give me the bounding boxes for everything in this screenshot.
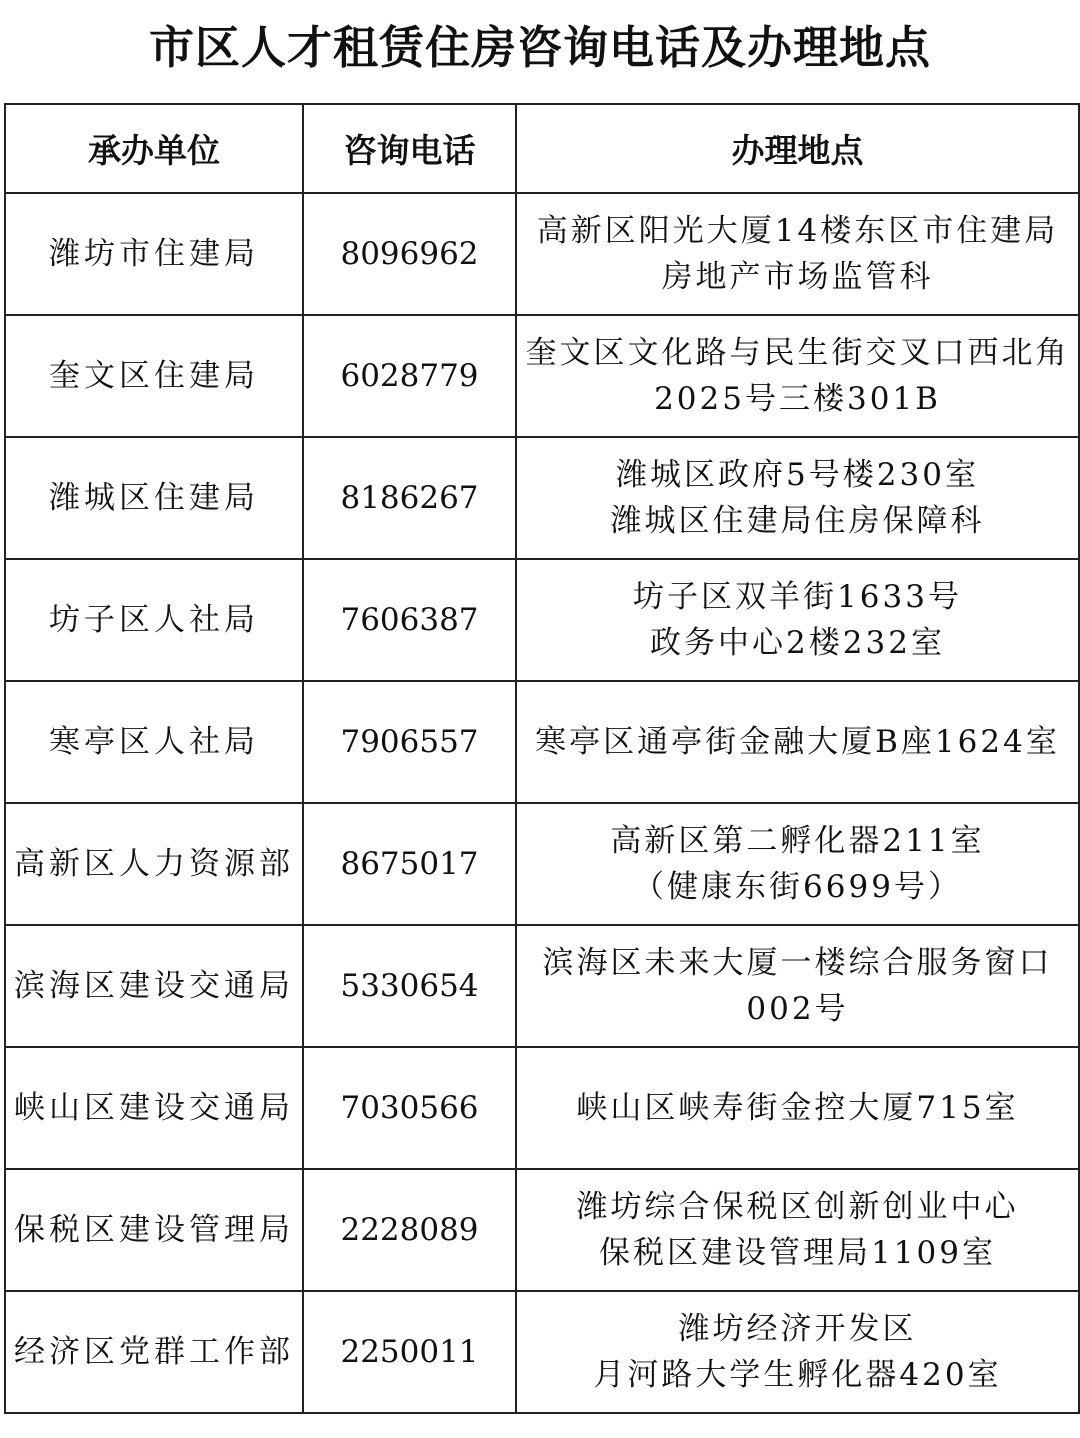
phone-cell: 7606387 — [303, 559, 516, 681]
address-line: 奎文区文化路与民生街交叉口西北角 — [525, 335, 1070, 371]
table-row — [5, 1047, 1079, 1169]
phone-cell: 7906557 — [303, 681, 516, 803]
address-line: 潍城区政府5号楼230室 — [616, 457, 979, 493]
phone-cell: 8186267 — [303, 437, 516, 559]
unit-cell: 寒亭区人社局 — [5, 681, 303, 803]
table-row — [5, 1291, 1079, 1413]
phone-cell: 7030566 — [303, 1047, 516, 1169]
table-row — [5, 559, 1079, 681]
address-line: 保税区建设管理局1109室 — [599, 1235, 996, 1271]
address-line: 002号 — [746, 991, 849, 1027]
address-line: 潍坊综合保税区创新创业中心 — [576, 1189, 1019, 1225]
unit-cell: 潍城区住建局 — [5, 437, 303, 559]
address-cell — [516, 559, 1079, 681]
header-address: 办理地点 — [516, 104, 1079, 193]
address-line: 坊子区双羊街1633号 — [633, 579, 962, 615]
unit-cell: 坊子区人社局 — [5, 559, 303, 681]
address-line: 2025号三楼301B — [654, 381, 941, 417]
unit-cell: 保税区建设管理局 — [5, 1169, 303, 1291]
unit-cell: 峡山区建设交通局 — [5, 1047, 303, 1169]
address-line: 月河路大学生孵化器420室 — [593, 1357, 1002, 1393]
address-cell — [516, 681, 1079, 803]
page-title: 市区人才租赁住房咨询电话及办理地点 — [148, 21, 931, 74]
address-line: （健康东街6699号） — [633, 869, 962, 905]
address-line: 高新区第二孵化器211室 — [610, 823, 985, 859]
address-cell — [516, 315, 1079, 437]
address-line: 政务中心2楼232室 — [650, 625, 945, 661]
unit-cell: 高新区人力资源部 — [5, 803, 303, 925]
phone-cell: 8675017 — [303, 803, 516, 925]
table-row — [5, 1169, 1079, 1291]
address-line: 潍城区住建局住房保障科 — [610, 503, 985, 539]
unit-cell: 经济区党群工作部 — [5, 1291, 303, 1413]
address-line: 寒亭区通亭街金融大厦B座1624室 — [535, 724, 1060, 760]
table-row — [5, 925, 1079, 1047]
address-line: 房地产市场监管科 — [661, 259, 934, 295]
unit-cell: 滨海区建设交通局 — [5, 925, 303, 1047]
address-cell — [516, 925, 1079, 1047]
address-line: 高新区阳光大厦14楼东区市住建局 — [536, 213, 1059, 249]
phone-cell: 2228089 — [303, 1169, 516, 1291]
table-row — [5, 681, 1079, 803]
phone-cell: 6028779 — [303, 315, 516, 437]
contact-table — [4, 103, 1080, 1414]
header-unit: 承办单位 — [5, 104, 303, 193]
address-cell — [516, 1169, 1079, 1291]
header-phone: 咨询电话 — [303, 104, 516, 193]
phone-cell: 8096962 — [303, 193, 516, 315]
address-cell — [516, 437, 1079, 559]
address-cell — [516, 1291, 1079, 1413]
address-line: 滨海区未来大厦一楼综合服务窗口 — [542, 945, 1053, 981]
table-row — [5, 315, 1079, 437]
address-line: 峡山区峡寿街金控大厦715室 — [576, 1090, 1019, 1126]
phone-cell: 2250011 — [303, 1291, 516, 1413]
unit-cell: 潍坊市住建局 — [5, 193, 303, 315]
address-cell — [516, 1047, 1079, 1169]
address-cell — [516, 193, 1079, 315]
address-line: 潍坊经济开发区 — [678, 1311, 917, 1347]
table-row — [5, 803, 1079, 925]
table-header-row — [5, 104, 1079, 193]
phone-cell: 5330654 — [303, 925, 516, 1047]
table-row — [5, 437, 1079, 559]
table-row — [5, 193, 1079, 315]
address-cell — [516, 803, 1079, 925]
unit-cell: 奎文区住建局 — [5, 315, 303, 437]
